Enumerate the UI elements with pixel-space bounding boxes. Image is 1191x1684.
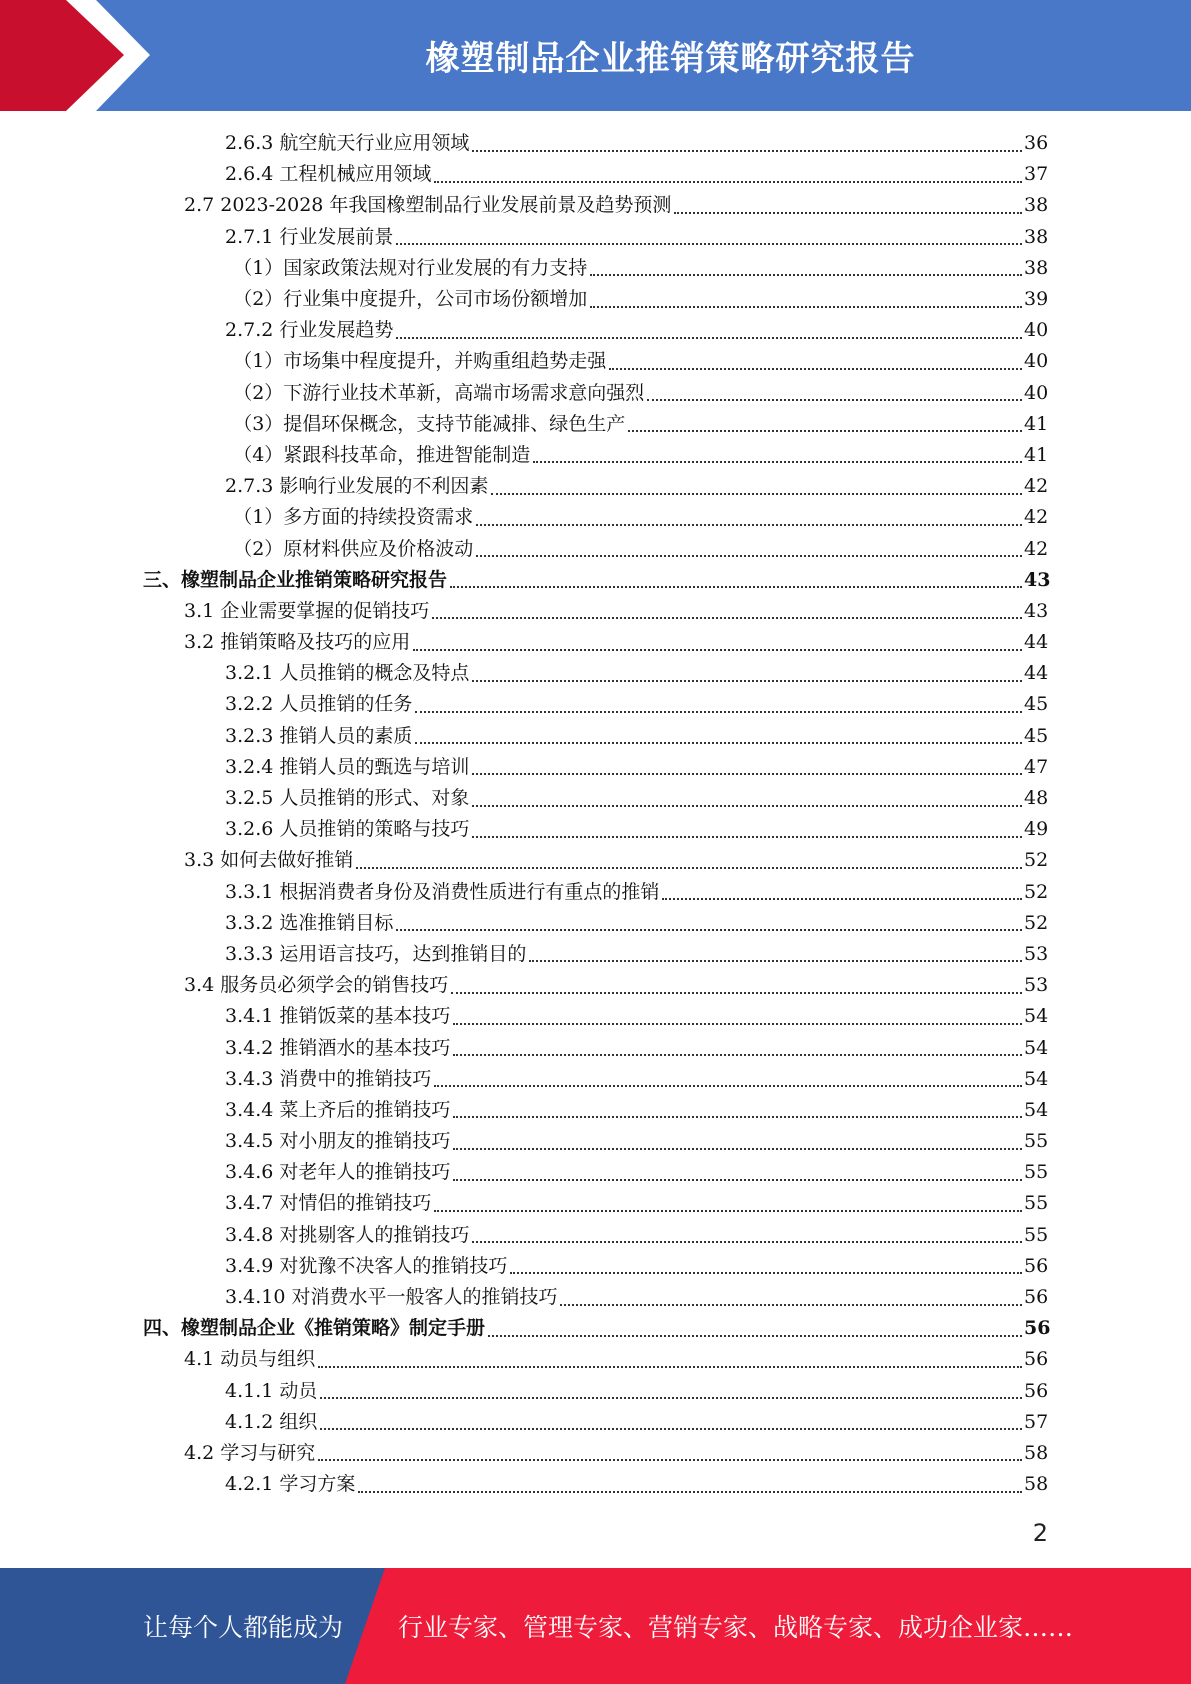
- toc-entry[interactable]: [0, 1438, 1191, 1469]
- toc-entry-page: 55: [1024, 1192, 1049, 1215]
- toc-entry-label: 3.2 推销策略及技巧的应用: [184, 631, 411, 654]
- toc-entry-page: 38: [1024, 194, 1049, 217]
- toc-entry-label: 3.3 如何去做好推销: [184, 849, 354, 872]
- toc-dot-leader: [320, 1428, 1022, 1430]
- toc-dot-leader: [647, 399, 1022, 401]
- toc-entry-label: 3.2.6 人员推销的策略与技巧: [225, 818, 470, 841]
- toc-entry[interactable]: [0, 502, 1191, 533]
- toc-entry-page: 55: [1024, 1130, 1049, 1153]
- toc-entry[interactable]: [0, 1095, 1191, 1126]
- toc-entry-label: 三、橡塑制品企业推销策略研究报告: [143, 568, 448, 591]
- toc-entry-page: 43: [1024, 568, 1051, 591]
- toc-entry[interactable]: [0, 1064, 1191, 1095]
- toc-dot-leader: [358, 1491, 1022, 1493]
- toc-entry-label: （1）市场集中程度提升，并购重组趋势走强: [233, 350, 607, 373]
- toc-entry-page: 56: [1024, 1379, 1049, 1402]
- toc-dot-leader: [590, 274, 1022, 276]
- toc-dot-leader: [396, 929, 1022, 931]
- toc-entry-page: 38: [1023, 256, 1049, 279]
- toc-entry-page: 44: [1024, 631, 1049, 654]
- toc-entry[interactable]: [0, 1126, 1191, 1157]
- toc-entry-label: 3.4.3 消费中的推销技巧: [225, 1067, 432, 1090]
- toc-entry[interactable]: [0, 1313, 1191, 1344]
- toc-entry-label: 3.4.8 对挑剔客人的推销技巧: [225, 1223, 470, 1246]
- toc-entry-label: 2.7.3 影响行业发展的不利因素: [225, 475, 489, 498]
- toc-entry-label: 2.6.3 航空航天行业应用领域: [225, 132, 470, 155]
- toc-entry[interactable]: [0, 689, 1191, 720]
- toc-entry[interactable]: [0, 253, 1191, 284]
- toc-dot-leader: [609, 368, 1022, 370]
- toc-entry-label: 2.7.1 行业发展前景: [225, 225, 394, 248]
- toc-dot-leader: [396, 243, 1022, 245]
- toc-entry[interactable]: [0, 596, 1191, 627]
- toc-entry-label: 4.2 学习与研究: [184, 1441, 316, 1464]
- toc-dot-leader: [451, 992, 1022, 994]
- toc-dot-leader: [533, 461, 1022, 463]
- toc-entry-label: 3.4.4 菜上齐后的推销技巧: [225, 1098, 451, 1121]
- toc-entry[interactable]: [0, 440, 1191, 471]
- toc-entry[interactable]: [0, 814, 1191, 845]
- page-number: 2: [1032, 1519, 1048, 1547]
- toc-entry[interactable]: [0, 939, 1191, 970]
- page-footer: [0, 1568, 1191, 1684]
- toc-entry-page: 48: [1024, 787, 1049, 810]
- toc-entry-page: 53: [1024, 974, 1049, 997]
- toc-entry-label: （1）多方面的持续投资需求: [233, 506, 474, 529]
- toc-entry-page: 52: [1024, 911, 1049, 934]
- toc-entry-label: 3.2.5 人员推销的形式、对象: [225, 787, 470, 810]
- toc-dot-leader: [453, 1054, 1022, 1056]
- toc-dot-leader: [356, 867, 1022, 869]
- toc-entry[interactable]: [0, 1344, 1191, 1375]
- toc-entry[interactable]: [0, 1376, 1191, 1407]
- toc-entry-label: 3.4 服务员必须学会的销售技巧: [184, 974, 449, 997]
- toc-entry-page: 41: [1023, 443, 1049, 466]
- toc-dot-leader: [472, 150, 1022, 152]
- toc-entry-label: 3.4.9 对犹豫不决客人的推销技巧: [225, 1254, 508, 1277]
- toc-entry-page: 43: [1024, 599, 1049, 622]
- toc-entry-page: 45: [1024, 724, 1049, 747]
- toc-entry[interactable]: [0, 471, 1191, 502]
- toc-dot-leader: [491, 493, 1022, 495]
- toc-entry-page: 57: [1024, 1410, 1049, 1433]
- toc-entry[interactable]: [0, 658, 1191, 689]
- toc-entry-page: 56: [1024, 1317, 1051, 1340]
- toc-dot-leader: [529, 960, 1022, 962]
- toc-entry[interactable]: [0, 1407, 1191, 1438]
- toc-entry-label: 3.4.1 推销饭菜的基本技巧: [225, 1005, 451, 1028]
- toc-entry-label: （3）提倡环保概念，支持节能减排、绿色生产: [233, 412, 626, 435]
- toc-entry-page: 55: [1024, 1223, 1049, 1246]
- toc-entry-label: （2）行业集中度提升，公司市场份额增加: [233, 288, 588, 311]
- page-header: [0, 0, 1191, 111]
- toc-dot-leader: [662, 898, 1022, 900]
- toc-entry-label: 3.3.2 选准推销目标: [225, 911, 394, 934]
- toc-entry-label: （1）国家政策法规对行业发展的有力支持: [233, 256, 588, 279]
- toc-entry[interactable]: [0, 533, 1191, 564]
- toc-dot-leader: [590, 306, 1022, 308]
- toc-dot-leader: [472, 680, 1022, 682]
- toc-dot-leader: [434, 1210, 1022, 1212]
- toc-entry-label: 3.2.2 人员推销的任务: [225, 693, 413, 716]
- toc-entry[interactable]: [0, 877, 1191, 908]
- toc-entry-page: 42: [1023, 537, 1049, 560]
- toc-entry[interactable]: [0, 409, 1191, 440]
- toc-dot-leader: [472, 836, 1022, 838]
- toc-dot-leader: [560, 1304, 1022, 1306]
- toc-entry-page: 42: [1024, 475, 1049, 498]
- toc-dot-leader: [434, 1085, 1022, 1087]
- toc-entry-page: 54: [1024, 1098, 1049, 1121]
- toc-entry[interactable]: [0, 1282, 1191, 1313]
- toc-entry[interactable]: [0, 159, 1191, 190]
- toc-entry[interactable]: [0, 752, 1191, 783]
- toc-entry[interactable]: [0, 190, 1191, 221]
- toc-entry[interactable]: [0, 378, 1191, 409]
- toc-entry[interactable]: [0, 1188, 1191, 1219]
- toc-dot-leader: [453, 1148, 1022, 1150]
- toc-entry[interactable]: [0, 721, 1191, 752]
- toc-dot-leader: [415, 742, 1022, 744]
- toc-entry[interactable]: [0, 970, 1191, 1001]
- toc-entry-label: 4.1 动员与组织: [184, 1348, 316, 1371]
- toc-entry-page: 54: [1024, 1067, 1049, 1090]
- toc-dot-leader: [396, 337, 1022, 339]
- toc-entry-label: 3.4.5 对小朋友的推销技巧: [225, 1130, 451, 1153]
- toc-dot-leader: [415, 711, 1022, 713]
- table-of-contents: [0, 128, 1191, 1500]
- toc-dot-leader: [453, 1023, 1022, 1025]
- toc-entry-label: 3.4.10 对消费水平一般客人的推销技巧: [225, 1286, 558, 1309]
- toc-dot-leader: [476, 524, 1022, 526]
- toc-entry-page: 56: [1024, 1286, 1049, 1309]
- toc-entry-page: 56: [1024, 1254, 1049, 1277]
- toc-entry[interactable]: [0, 1001, 1191, 1032]
- toc-entry[interactable]: [0, 315, 1191, 346]
- toc-dot-leader: [450, 586, 1022, 588]
- toc-entry[interactable]: [0, 1032, 1191, 1063]
- toc-entry-label: 3.4.2 推销酒水的基本技巧: [225, 1036, 451, 1059]
- toc-entry-label: （2）下游行业技术革新，高端市场需求意向强烈: [233, 381, 645, 404]
- toc-entry-label: 2.7 2023-2028 年我国橡塑制品行业发展前景及趋势预测: [184, 194, 672, 217]
- footer-slogan-right: 行业专家、管理专家、营销专家、战略专家、成功企业家……: [398, 1613, 1074, 1642]
- toc-entry-label: 2.7.2 行业发展趋势: [225, 319, 394, 342]
- toc-entry[interactable]: [0, 284, 1191, 315]
- toc-entry-label: 3.3.1 根据消费者身份及消费性质进行有重点的推销: [225, 880, 660, 903]
- toc-entry-page: 58: [1024, 1441, 1049, 1464]
- toc-entry-label: 四、橡塑制品企业《推销策略》制定手册: [143, 1317, 486, 1340]
- toc-entry-page: 45: [1024, 693, 1049, 716]
- toc-dot-leader: [476, 555, 1022, 557]
- toc-entry-page: 36: [1024, 132, 1049, 155]
- toc-entry[interactable]: [0, 222, 1191, 253]
- toc-entry-page: 40: [1024, 319, 1049, 342]
- toc-entry[interactable]: [0, 128, 1191, 159]
- toc-dot-leader: [472, 805, 1022, 807]
- toc-entry-label: （4）紧跟科技革命，推进智能制造: [233, 443, 531, 466]
- toc-entry-page: 47: [1024, 755, 1049, 778]
- toc-entry-page: 58: [1024, 1473, 1049, 1496]
- toc-entry[interactable]: [0, 1157, 1191, 1188]
- toc-entry[interactable]: [0, 565, 1191, 596]
- toc-dot-leader: [628, 430, 1022, 432]
- toc-entry-label: 4.2.1 学习方案: [225, 1473, 356, 1496]
- toc-entry-label: 3.2.4 推销人员的甄选与培训: [225, 755, 470, 778]
- toc-entry[interactable]: [0, 908, 1191, 939]
- toc-dot-leader: [472, 773, 1022, 775]
- toc-dot-leader: [320, 1397, 1022, 1399]
- toc-entry-page: 37: [1024, 163, 1049, 186]
- toc-entry-page: 49: [1024, 818, 1049, 841]
- toc-entry-label: 3.2.3 推销人员的素质: [225, 724, 413, 747]
- toc-entry-page: 52: [1024, 880, 1049, 903]
- toc-dot-leader: [434, 181, 1022, 183]
- toc-entry[interactable]: [0, 1220, 1191, 1251]
- toc-entry-page: 44: [1024, 662, 1049, 685]
- toc-dot-leader: [472, 1241, 1022, 1243]
- toc-dot-leader: [453, 1179, 1022, 1181]
- toc-entry-page: 41: [1023, 412, 1049, 435]
- toc-entry[interactable]: [0, 845, 1191, 876]
- report-title: 橡塑制品企业推销策略研究报告: [425, 39, 916, 79]
- toc-entry-label: 4.1.1 动员: [225, 1379, 318, 1402]
- toc-entry-page: 42: [1023, 506, 1049, 529]
- toc-entry[interactable]: [0, 1469, 1191, 1500]
- toc-entry-label: 3.2.1 人员推销的概念及特点: [225, 662, 470, 685]
- toc-entry[interactable]: [0, 346, 1191, 377]
- toc-entry-page: 54: [1024, 1005, 1049, 1028]
- toc-dot-leader: [488, 1335, 1022, 1337]
- toc-entry-page: 40: [1023, 381, 1049, 404]
- toc-entry-page: 54: [1024, 1036, 1049, 1059]
- toc-entry-label: 3.3.3 运用语言技巧，达到推销目的: [225, 942, 527, 965]
- toc-dot-leader: [318, 1366, 1022, 1368]
- toc-entry-page: 38: [1024, 225, 1049, 248]
- footer-slogan-left: 让每个人都能成为: [143, 1613, 344, 1642]
- toc-entry-page: 53: [1024, 942, 1049, 965]
- toc-entry-label: 4.1.2 组织: [225, 1410, 318, 1433]
- toc-entry-page: 56: [1024, 1348, 1049, 1371]
- toc-dot-leader: [510, 1272, 1022, 1274]
- toc-entry[interactable]: [0, 627, 1191, 658]
- toc-entry-page: 55: [1024, 1161, 1049, 1184]
- toc-entry-label: 3.4.7 对情侣的推销技巧: [225, 1192, 432, 1215]
- toc-dot-leader: [674, 212, 1022, 214]
- toc-entry-page: 39: [1023, 288, 1049, 311]
- toc-entry-label: （2）原材料供应及价格波动: [233, 537, 474, 560]
- toc-dot-leader: [453, 1116, 1022, 1118]
- toc-dot-leader: [413, 649, 1022, 651]
- toc-entry-label: 3.1 企业需要掌握的促销技巧: [184, 599, 430, 622]
- toc-entry-label: 3.4.6 对老年人的推销技巧: [225, 1161, 451, 1184]
- toc-dot-leader: [318, 1459, 1022, 1461]
- toc-entry-page: 52: [1024, 849, 1049, 872]
- toc-dot-leader: [432, 617, 1022, 619]
- toc-entry-page: 40: [1023, 350, 1049, 373]
- toc-entry[interactable]: [0, 1251, 1191, 1282]
- toc-entry-label: 2.6.4 工程机械应用领域: [225, 163, 432, 186]
- toc-entry[interactable]: [0, 783, 1191, 814]
